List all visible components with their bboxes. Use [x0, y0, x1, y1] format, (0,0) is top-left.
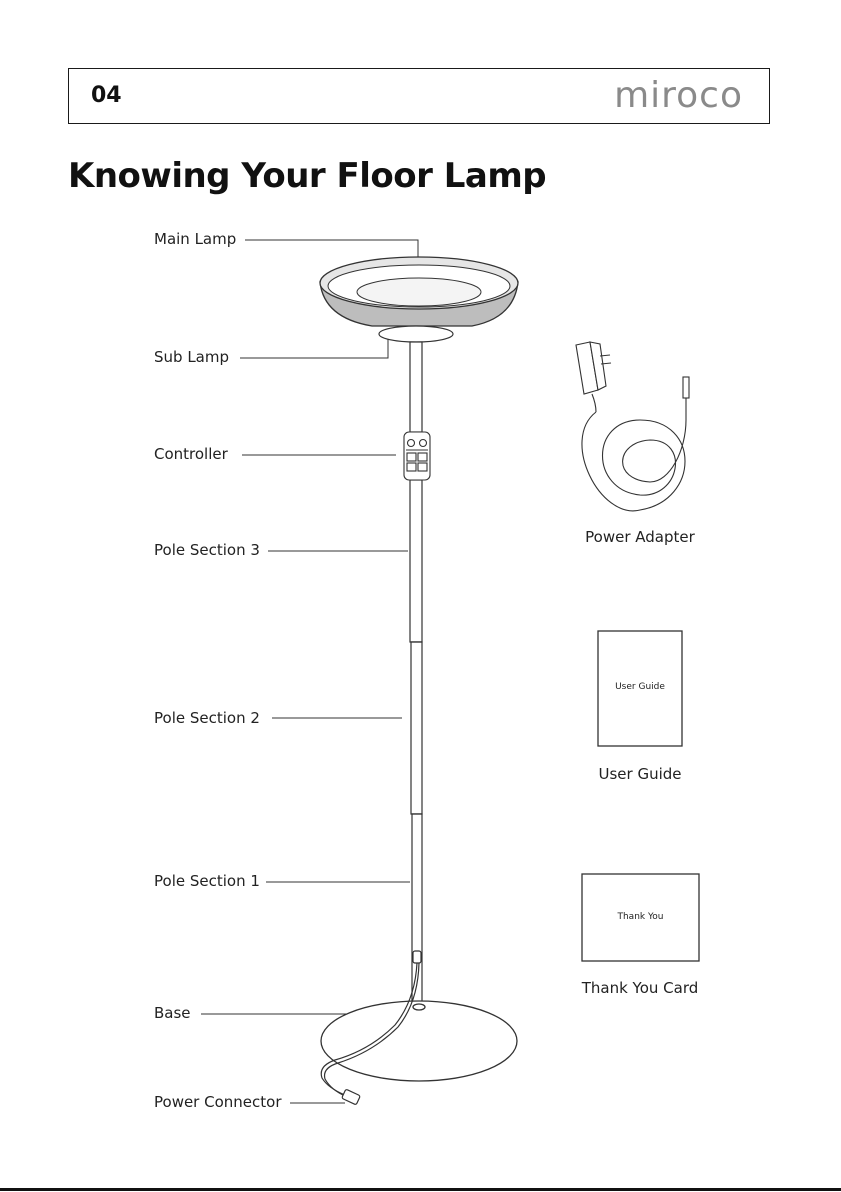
sub-lamp: [379, 326, 453, 342]
power-adapter: [576, 342, 689, 511]
brand-logo: miroco: [614, 75, 743, 116]
label-controller: Controller: [154, 445, 228, 463]
label-base: Base: [154, 1004, 191, 1022]
label-main-lamp: Main Lamp: [154, 230, 237, 248]
base: [321, 1001, 517, 1081]
leader-lines: [201, 240, 418, 1103]
label-power-adapter: Power Adapter: [585, 528, 695, 546]
label-pole-section-1: Pole Section 1: [154, 872, 260, 890]
user-guide-cover-text: User Guide: [615, 682, 665, 692]
thank-you-card-cover-text: Thank You: [617, 912, 664, 922]
main-lamp: [320, 257, 518, 326]
label-user-guide: User Guide: [598, 765, 682, 783]
label-pole-section-3: Pole Section 3: [154, 541, 260, 559]
label-power-connector: Power Connector: [154, 1093, 282, 1111]
label-sub-lamp: Sub Lamp: [154, 348, 229, 366]
label-pole-section-2: Pole Section 2: [154, 709, 260, 727]
page-title: Knowing Your Floor Lamp: [68, 156, 547, 196]
label-thank-you-card: Thank You Card: [581, 979, 699, 997]
bottom-rule: [0, 1188, 841, 1191]
page-number: 04: [91, 83, 122, 108]
controller: [404, 432, 430, 480]
